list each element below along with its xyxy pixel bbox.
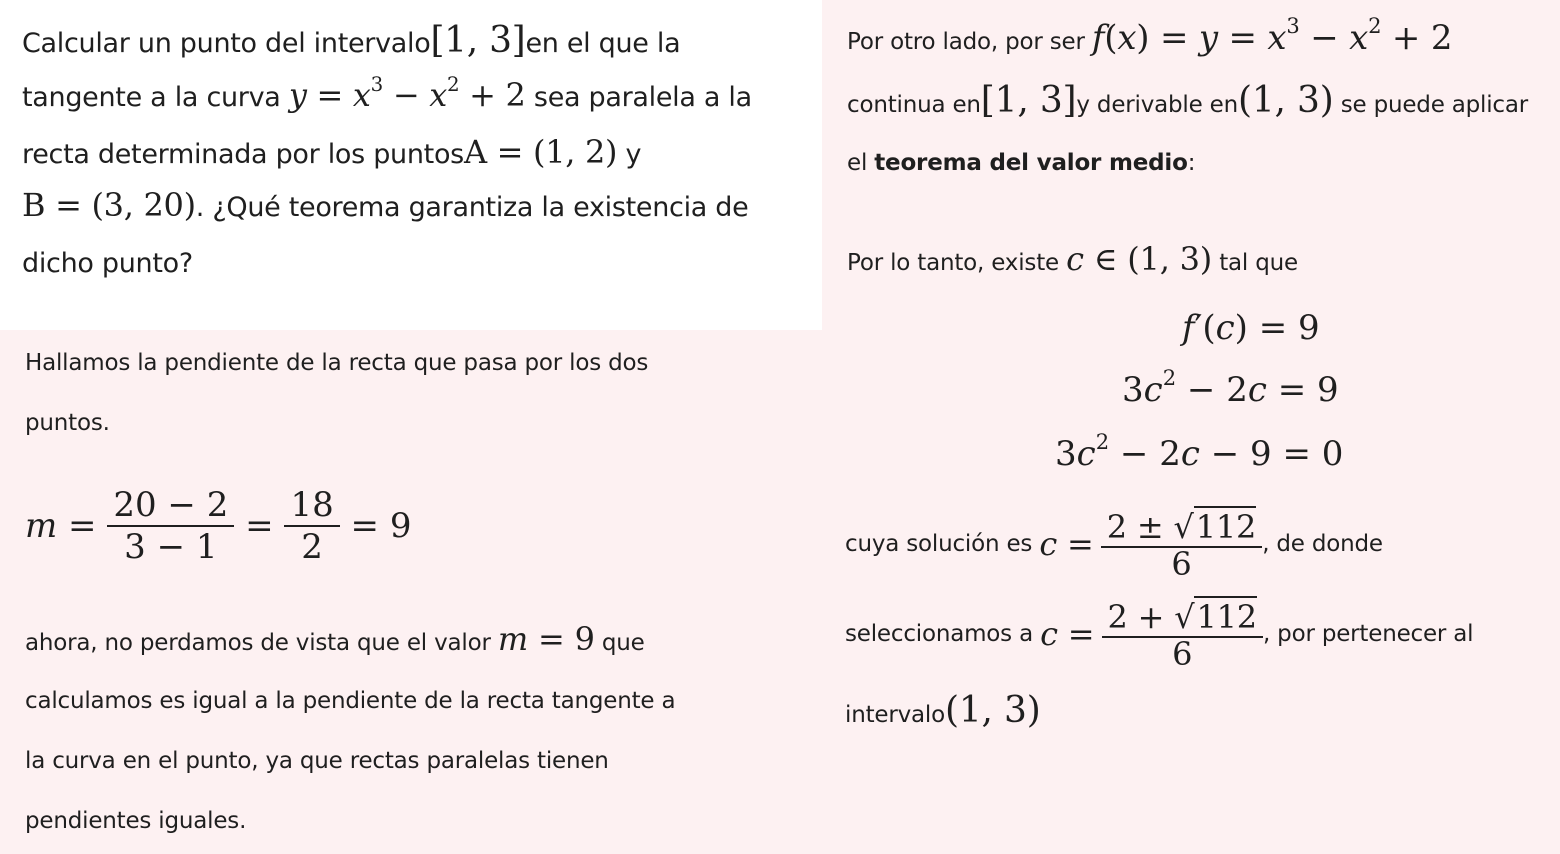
solution-left-panel [0, 330, 822, 854]
paragraph-text: ahora, no perdamos de vista que el valor [25, 630, 491, 656]
paragraph-text: el [847, 150, 868, 176]
question-text: en el que la [525, 28, 681, 59]
question-line-5 [22, 248, 193, 279]
fraction-numerator: 2 ± √112 [1106, 508, 1257, 546]
c-equals-math: c = [1040, 615, 1095, 653]
question-line-3 [22, 133, 641, 171]
paragraph-text: Por otro lado, por ser [847, 29, 1085, 55]
function-equation: $f(x) = y = x^3 - x^2 + 2$ [1091, 13, 1453, 58]
fraction [284, 485, 339, 567]
slope-result: = 9 [350, 506, 412, 546]
derivative-expanded-equation: $3c^2 - 2c = 9$ [1122, 365, 1339, 410]
question-text: tangente a la curva [22, 82, 281, 113]
paragraph-text: se puede aplicar [1340, 92, 1529, 118]
question-line-4 [22, 186, 748, 224]
paragraph-line: calculamos es igual a la pendiente de la recta tangente a [25, 688, 676, 714]
open-interval-math: (1, 3) [944, 690, 1041, 731]
question-text: . ¿Qué teorema garantiza la existencia de [195, 192, 749, 223]
solution-right-panel [822, 0, 1560, 854]
paragraph-text: cuya solución es [845, 531, 1033, 557]
paragraph-text: tal que [1219, 250, 1298, 276]
selected-fraction [1102, 598, 1263, 673]
paragraph-line: puntos. [25, 410, 110, 436]
c-in-interval-math: c ∈ (1, 3) [1066, 240, 1213, 278]
question-text: recta determinada por los puntos [22, 139, 464, 170]
derivative-equation: f′(c) = 9 [1182, 308, 1320, 348]
solution-fraction [1101, 508, 1262, 583]
paragraph-line [845, 690, 1041, 731]
question-line-1 [22, 20, 680, 61]
slope-equation: m = $\frac{20 - 2}{3 - 1}$ = $\frac{18}{2}$ = 9 [25, 485, 412, 567]
fraction-denominator: 2 [284, 525, 339, 567]
theorem-name: teorema del valor medio [874, 150, 1188, 176]
point-b-math: B = (3, 20) [22, 186, 196, 224]
paragraph-line: Hallamos la pendiente de la recta que pasa por los dos [25, 350, 649, 376]
slope-value-math: m = 9 [497, 620, 595, 658]
paragraph-text: seleccionamos a [845, 621, 1033, 647]
paragraph-line [847, 13, 1453, 58]
fraction-denominator: 3 − 1 [107, 525, 234, 567]
fraction-numerator: 20 − 2 [113, 485, 229, 525]
question-text: dicho punto? [22, 248, 193, 279]
fraction-denominator: 6 [1101, 546, 1262, 580]
paragraph-line [847, 150, 1195, 176]
paragraph-text: : [1187, 150, 1196, 176]
fraction [107, 485, 234, 567]
paragraph-text: , por pertenecer al [1262, 621, 1474, 647]
question-text: sea paralela a la [533, 82, 752, 113]
interval-math: [1, 3] [430, 20, 526, 61]
paragraph-line [845, 508, 1383, 583]
point-a-math: A = (1, 2) [463, 133, 618, 171]
fraction-denominator: 6 [1102, 636, 1263, 670]
paragraph-line [847, 240, 1298, 278]
question-panel [0, 0, 822, 330]
question-text: Calcular un punto del intervalo [22, 28, 431, 59]
paragraph-text: y derivable en [1076, 92, 1238, 118]
quadratic-equation: $3c^2 - 2c - 9 = 0$ [1055, 429, 1344, 474]
paragraph-text: , de donde [1262, 531, 1383, 557]
curve-equation: $y = x^3 - x^2 + 2$ [288, 73, 526, 114]
c-equals-math: c = [1039, 525, 1094, 563]
paragraph-text: intervalo [845, 702, 945, 728]
fraction-numerator: 18 [290, 485, 334, 525]
paragraph-line [847, 80, 1528, 121]
question-text: y [625, 139, 642, 170]
closed-interval-math: [1, 3] [980, 80, 1077, 121]
paragraph-line: pendientes iguales. [25, 808, 247, 834]
paragraph-line [25, 620, 645, 658]
fraction-numerator: 2 + √112 [1107, 598, 1257, 636]
question-line-2 [22, 73, 752, 114]
paragraph-text: que [601, 630, 645, 656]
paragraph-text: Por lo tanto, existe [847, 250, 1059, 276]
paragraph-line [845, 598, 1474, 673]
open-interval-math: (1, 3) [1238, 80, 1334, 121]
paragraph-line: la curva en el punto, ya que rectas paralelas tienen [25, 748, 609, 774]
paragraph-text: continua en [847, 92, 981, 118]
